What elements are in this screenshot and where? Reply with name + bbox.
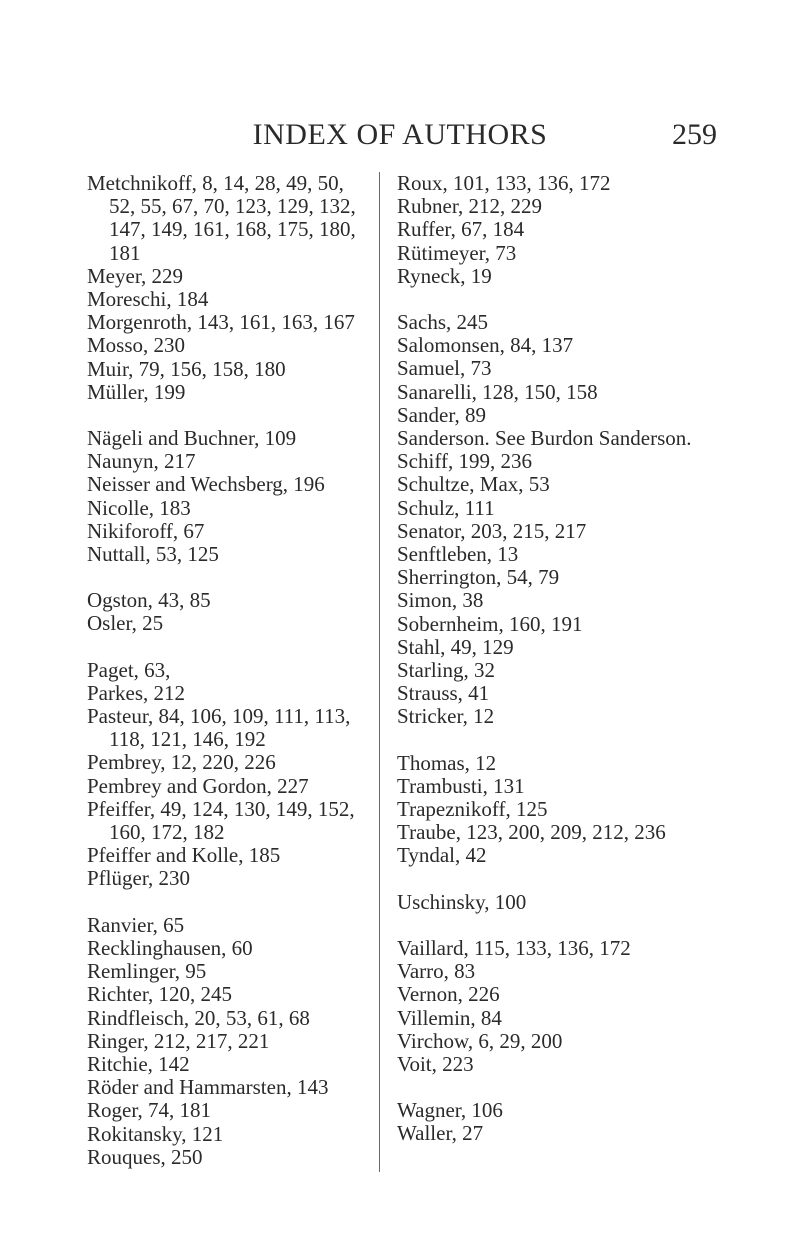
index-letter-group	[87, 427, 372, 566]
index-letter-group	[397, 311, 727, 729]
index-entry: Schulz, 111	[397, 495, 495, 520]
index-column-left	[87, 172, 372, 1192]
index-entry: Müller, 199	[87, 379, 186, 404]
index-letter-group	[87, 659, 372, 891]
index-entry: Pembrey and Gordon, 227	[87, 773, 309, 798]
index-entry: Varro, 83	[397, 959, 476, 984]
index-entry: Nuttall, 53, 125	[87, 542, 219, 567]
index-entry: Remlinger, 95	[87, 959, 207, 984]
index-letter-group	[397, 752, 727, 868]
column-divider	[379, 172, 380, 1172]
index-entry: Naunyn, 217	[87, 449, 196, 474]
index-entry: Traube, 123, 200, 209, 212, 236	[397, 820, 666, 845]
page-header	[0, 117, 800, 157]
index-entry: Villemin, 84	[397, 1005, 502, 1030]
index-entry: Parkes, 212	[87, 680, 185, 705]
index-entry: Sanderson. See Burdon Sanderson.	[397, 426, 692, 451]
index-entry: Tyndal, 42	[397, 843, 487, 868]
page-number: 259	[672, 118, 717, 151]
index-entry: Trambusti, 131	[397, 773, 525, 798]
index-entry: Richter, 120, 245	[87, 982, 232, 1007]
index-entry: Ritchie, 142	[87, 1051, 190, 1076]
index-entry: Nikiforoff, 67	[87, 518, 205, 543]
index-entry: Virchow, 6, 29, 200	[397, 1028, 563, 1053]
index-letter-group	[397, 172, 727, 288]
index-entry: Sherrington, 54, 79	[397, 565, 560, 590]
index-entry: Morgenroth, 143, 161, 163, 167	[87, 310, 355, 335]
index-entry: Meyer, 229	[87, 263, 183, 288]
index-entry: Starling, 32	[397, 658, 495, 683]
index-entry: Strauss, 41	[397, 681, 490, 706]
index-entry: Pembrey, 12, 220, 226	[87, 750, 276, 775]
index-entry: Metchnikoff, 8, 14, 28, 49, 50, 52, 55, 67, 70, 123, 129, 132, 147, 149, 161, 168, 175, 180, 181	[87, 171, 356, 265]
index-entry: Ryneck, 19	[397, 263, 492, 288]
index-entry: Paget, 63,	[87, 657, 171, 682]
index-entry: Recklinghausen, 60	[87, 935, 253, 960]
index-entry: Rütimeyer, 73	[397, 240, 517, 265]
index-entry: Nicolle, 183	[87, 495, 191, 520]
index-entry: Simon, 38	[397, 588, 484, 613]
index-entry: Sanarelli, 128, 150, 158	[397, 379, 598, 404]
index-letter-group	[397, 1099, 727, 1145]
index-entry: Ruffer, 67, 184	[397, 217, 525, 242]
index-entry: Schultze, Max, 53	[397, 472, 550, 497]
index-entry: Pasteur, 84, 106, 109, 111, 113, 118, 121, 146, 192	[87, 704, 351, 752]
page-title: INDEX OF AUTHORS	[252, 118, 548, 151]
index-entry: Nägeli and Buchner, 109	[87, 426, 297, 451]
index-entry: Uschinsky, 100	[397, 889, 527, 914]
index-entry: Trapeznikoff, 125	[397, 797, 548, 822]
index-entry: Moreschi, 184	[87, 287, 209, 312]
index-entry: Samuel, 73	[397, 356, 492, 381]
index-entry: Salomonsen, 84, 137	[397, 333, 574, 358]
index-entry: Vaillard, 115, 133, 136, 172	[397, 935, 631, 960]
index-entry: Ranvier, 65	[87, 912, 185, 937]
index-entry: Waller, 27	[397, 1121, 484, 1146]
index-entry: Sobernheim, 160, 191	[397, 611, 583, 636]
index-entry: Mosso, 230	[87, 333, 186, 358]
index-entry: Ringer, 212, 217, 221	[87, 1028, 270, 1053]
index-letter-group	[397, 937, 727, 1076]
index-entry: Osler, 25	[87, 611, 164, 636]
index-entry: Sander, 89	[397, 402, 486, 427]
index-entry: Röder and Hammarsten, 143	[87, 1075, 329, 1100]
index-entry: Stahl, 49, 129	[397, 634, 514, 659]
index-entry: Pflüger, 230	[87, 866, 190, 891]
index-entry: Rubner, 212, 229	[397, 194, 542, 219]
index-entry: Thomas, 12	[397, 750, 497, 775]
index-letter-group	[87, 172, 372, 404]
index-entry: Ogston, 43, 85	[87, 588, 211, 613]
index-entry: Vernon, 226	[397, 982, 500, 1007]
index-letter-group	[87, 589, 372, 635]
index-entry: Stricker, 12	[397, 704, 495, 729]
index-entry: Rouques, 250	[87, 1144, 203, 1169]
index-entry: Voit, 223	[397, 1051, 474, 1076]
index-entry: Rokitansky, 121	[87, 1121, 224, 1146]
index-entry: Senftleben, 13	[397, 542, 519, 567]
index-entry: Schiff, 199, 236	[397, 449, 532, 474]
index-letter-group	[397, 891, 727, 914]
index-entry: Senator, 203, 215, 217	[397, 518, 587, 543]
index-entry: Neisser and Wechsberg, 196	[87, 472, 325, 497]
index-entry: Roger, 74, 181	[87, 1098, 211, 1123]
index-entry: Rindfleisch, 20, 53, 61, 68	[87, 1005, 310, 1030]
index-letter-group	[87, 914, 372, 1169]
index-column-right	[397, 172, 727, 1169]
index-entry: Muir, 79, 156, 158, 180	[87, 356, 286, 381]
index-entry: Pfeiffer, 49, 124, 130, 149, 152, 160, 172, 182	[87, 796, 355, 845]
index-entry: Roux, 101, 133, 136, 172	[397, 171, 611, 195]
index-entry: Sachs, 245	[397, 310, 488, 335]
index-entry: Pfeiffer and Kolle, 185	[87, 843, 281, 868]
index-entry: Wagner, 106	[397, 1098, 503, 1123]
